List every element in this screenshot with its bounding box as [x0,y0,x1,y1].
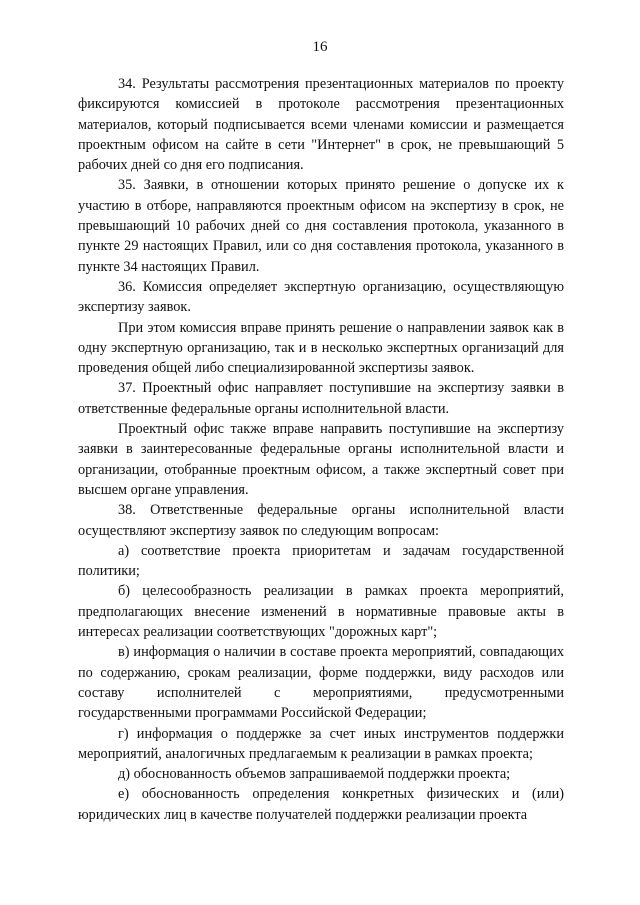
paragraph-35: 35. Заявки, в отношении которых принято решение о допуске их к участию в отборе, направляются проектным офисом на экспертизу в срок, не превышающий 10 рабочих дней со дня составления протокола, указанного в пункте 29 настоящих Правил, или со дня составления протокола, указанного в пункте 34 настоящих Правил. [78,177,564,275]
list-item-v: в) информация о наличии в составе проекта мероприятий, совпадающих по содержанию, срокам реализации, форме поддержки, виду расходов или составу исполнителей с мероприятиями, предусмотренными государственными программами Российской Федерации; [78,644,564,722]
paragraph-36: 36. Комиссия определяет экспертную организацию, осуществляющую экспертизу заявок. [78,278,564,316]
paragraph-34: 34. Результаты рассмотрения презентационных материалов по проекту фиксируются комиссией в протоколе рассмотрения презентационных материалов, который подписывается всеми членами комиссии и размещается проектным офисом на сайте в сети "Интернет" в срок, не превышающий 5 рабочих дней со дня его подписания. [78,76,564,174]
paragraph-38: 38. Ответственные федеральные органы исполнительной власти осуществляют экспертизу заявок по следующим вопросам: [78,502,564,539]
page-number: 16 [312,39,328,55]
list-item-g: г) информация о поддержке за счет иных инструментов поддержки мероприятий, аналогичных предлагаемым к реализации в рамках проекта; [78,725,564,762]
paragraph-36-continued: При этом комиссия вправе принять решение о направлении заявок как в одну экспертную организацию, так и в несколько экспертных организаций для проведения общей либо специализированной экспертизы заявок. [78,319,564,377]
list-item-d: д) обоснованность объемов запрашиваемой поддержки проекта; [118,766,511,783]
list-item-e: е) обоснованность определения конкретных физических и (или) юридических лиц в качестве получателей поддержки реализации проекта [78,786,564,823]
paragraph-37-continued: Проектный офис также вправе направить поступившие на экспертизу заявки в заинтересованные федеральные органы исполнительной власти и организации, отобранные проектным офисом, а также экспертный совет при высшем органе управления. [78,421,564,498]
paragraph-37: 37. Проектный офис направляет поступившие на экспертизу заявки в ответственные федеральные органы исполнительной власти. [78,380,564,417]
list-item-a: а) соответствие проекта приоритетам и задачам государственной политики; [78,542,564,580]
list-item-b: б) целесообразность реализации в рамках проекта мероприятий, предполагающих внесение изменений в нормативные правовые акты в интересах реализации соответствующих "дорожных карт"; [78,583,564,641]
document-body [78,74,564,825]
